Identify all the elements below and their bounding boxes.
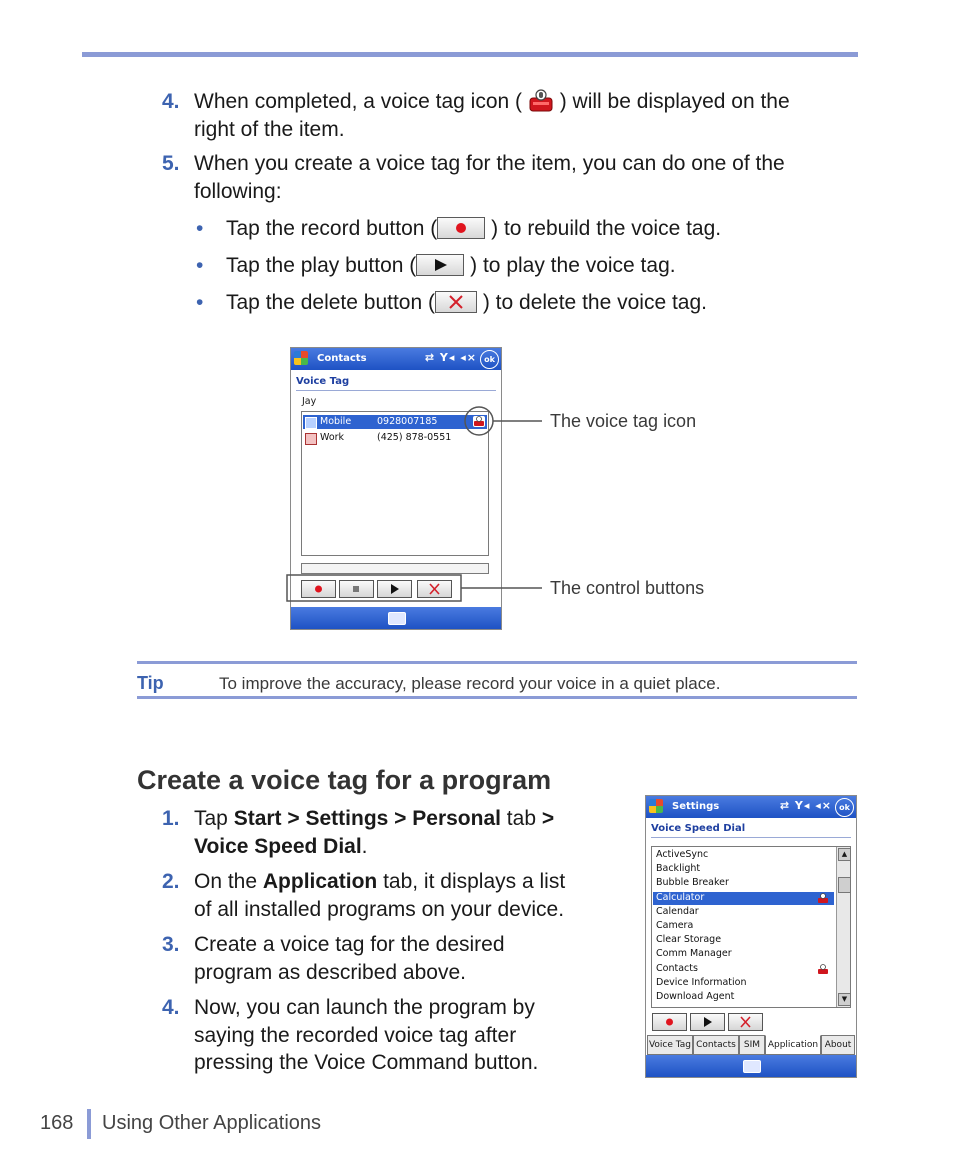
step-bold-text: Application (262, 870, 378, 893)
program-name: Backlight (656, 863, 701, 875)
program-list-item[interactable] (653, 906, 834, 919)
window-title: Settings (672, 801, 720, 812)
step-text: When you create a voice tag for the item, you can do one of the (194, 152, 785, 175)
step-text: When completed, a voice tag icon ( (194, 90, 523, 113)
program-name: Comm Manager (656, 948, 732, 960)
step-text: tab (500, 807, 542, 830)
step-number: 3. (162, 933, 180, 956)
bullet-text: ) to rebuild the voice tag. (491, 217, 722, 240)
divider (296, 390, 496, 391)
bullet-text: ) to play the voice tag. (470, 254, 676, 277)
keyboard-icon[interactable] (388, 612, 406, 625)
step-text: of all installed programs on your device. (194, 897, 565, 921)
step-text: pressing the Voice Command button. (194, 1051, 539, 1074)
voice-speed-dial-screenshot (645, 795, 857, 1078)
title-bar (646, 796, 856, 818)
top-rule (82, 52, 858, 57)
program-name: Clear Storage (656, 934, 722, 946)
keyboard-icon[interactable] (743, 1060, 761, 1073)
section-step-1 (162, 805, 622, 861)
bullet-delete (196, 289, 836, 317)
title-bar (291, 348, 501, 370)
voice-tag-icon (817, 893, 829, 907)
footer-divider (87, 1109, 91, 1139)
program-list-item[interactable] (653, 920, 834, 933)
program-name: ActiveSync (656, 849, 709, 860)
section-step-2 (162, 868, 622, 924)
callout-voice-tag-icon: The voice tag icon (550, 411, 697, 431)
program-list-item[interactable] (653, 863, 834, 876)
tab-application[interactable]: Application (765, 1035, 821, 1055)
program-list-item[interactable] (653, 849, 834, 862)
step-text: saying the recorded voice tag after (194, 1023, 517, 1047)
screen-heading: Voice Speed Dial (651, 823, 746, 834)
tab-strip (646, 1035, 856, 1055)
step-bold-text: Start > Settings > Personal (233, 807, 501, 830)
record-button[interactable] (652, 1013, 687, 1031)
callout-control-buttons: The control buttons (550, 578, 705, 598)
program-list-item[interactable] (653, 934, 834, 947)
status-icons: ⇄ Y◂ ◂× (779, 799, 832, 812)
divider (651, 837, 851, 838)
play-button[interactable] (690, 1013, 725, 1031)
ok-button[interactable]: ok (480, 350, 499, 369)
program-name: Contacts (656, 962, 698, 974)
tab-contacts[interactable]: Contacts (693, 1035, 739, 1055)
section-step-3 (162, 931, 622, 987)
bullet-text: Tap the record button ( (226, 217, 438, 240)
step-text: following: (194, 179, 282, 203)
list-scrollbar[interactable]: ▲ ▼ (836, 847, 850, 1007)
program-name: Camera (656, 920, 694, 931)
bullet-text: Tap the play button ( (226, 254, 417, 277)
tip-rule-bottom (137, 696, 857, 699)
page-number: 168 (40, 1112, 74, 1134)
program-list-item[interactable] (653, 877, 834, 890)
screen-heading: Voice Tag (296, 376, 350, 387)
step-text: Now, you can launch the program by (194, 996, 535, 1019)
step-text: . (361, 834, 368, 858)
play-button-sample (416, 254, 464, 276)
step-number: 4. (162, 90, 180, 113)
footer-section-name: Using Other Applications (102, 1112, 322, 1134)
step-text: On the (194, 870, 263, 893)
bullet-play (196, 252, 836, 280)
bullet-text: ) to delete the voice tag. (482, 291, 707, 314)
windows-start-icon[interactable] (294, 351, 308, 365)
tab-voice-tag[interactable]: Voice Tag (647, 1035, 693, 1055)
tab-sim[interactable]: SIM (739, 1035, 765, 1055)
tip-label: Tip (137, 673, 164, 693)
callout-lines (280, 400, 550, 610)
voice-tag-icon (817, 964, 829, 978)
row-label: Work (320, 432, 345, 443)
row-value: 0928007185 (377, 416, 438, 427)
delete-button[interactable] (728, 1013, 763, 1031)
section-step-4 (162, 994, 622, 1078)
step-text: tab, it displays a list (377, 870, 566, 893)
bullet-dot: • (196, 254, 204, 277)
step-text: right of the item. (194, 117, 345, 141)
soft-key-bar (291, 607, 501, 629)
voice-tag-icon (528, 89, 554, 113)
row-value: (425) 878-0551 (377, 432, 452, 443)
row-label: Mobile (320, 416, 352, 427)
delete-button-sample (435, 291, 477, 313)
ok-button[interactable]: ok (835, 798, 854, 817)
bullet-text: Tap the delete button ( (226, 291, 435, 314)
program-list[interactable] (651, 846, 851, 1008)
program-list-item[interactable] (653, 977, 834, 990)
step-text: Tap (194, 807, 234, 830)
program-list-item[interactable] (653, 963, 834, 976)
step-number: 4. (162, 996, 180, 1019)
step-bold-text: Voice Speed Dial (194, 834, 362, 858)
step-text: Create a voice tag for the desired (194, 933, 505, 956)
bullet-record (196, 215, 836, 243)
soft-key-bar (646, 1055, 856, 1077)
status-icons: ⇄ Y◂ ◂× (424, 351, 477, 364)
program-list-item[interactable] (653, 991, 834, 1004)
bullet-dot: • (196, 217, 204, 240)
step-number: 1. (162, 807, 180, 830)
step-text: program as described above. (194, 960, 466, 984)
record-button-sample (437, 217, 485, 239)
program-name: Calculator (656, 891, 705, 903)
step-bold-text: > (541, 807, 555, 830)
tip-rule-top (137, 661, 857, 664)
section-heading: Create a voice tag for a program (137, 765, 552, 795)
program-name: Device Information (656, 976, 747, 988)
window-title: Contacts (317, 353, 367, 364)
program-list-item[interactable] (653, 892, 834, 905)
step-number: 5. (162, 152, 180, 175)
program-name: Bubble Breaker (656, 877, 729, 889)
windows-start-icon[interactable] (649, 799, 663, 813)
program-list-item[interactable] (653, 948, 834, 961)
bullet-dot: • (196, 291, 204, 314)
tip-text: To improve the accuracy, please record your voice in a quiet place. (219, 674, 721, 693)
step-4 (162, 88, 862, 144)
contact-name: Jay (302, 396, 317, 407)
program-name: Calendar (656, 905, 699, 917)
step-text: ) will be displayed on the (559, 90, 790, 113)
step-5 (162, 150, 862, 206)
tab-about[interactable]: About (821, 1035, 855, 1055)
program-name: Download Agent (656, 991, 735, 1002)
step-number: 2. (162, 870, 180, 893)
